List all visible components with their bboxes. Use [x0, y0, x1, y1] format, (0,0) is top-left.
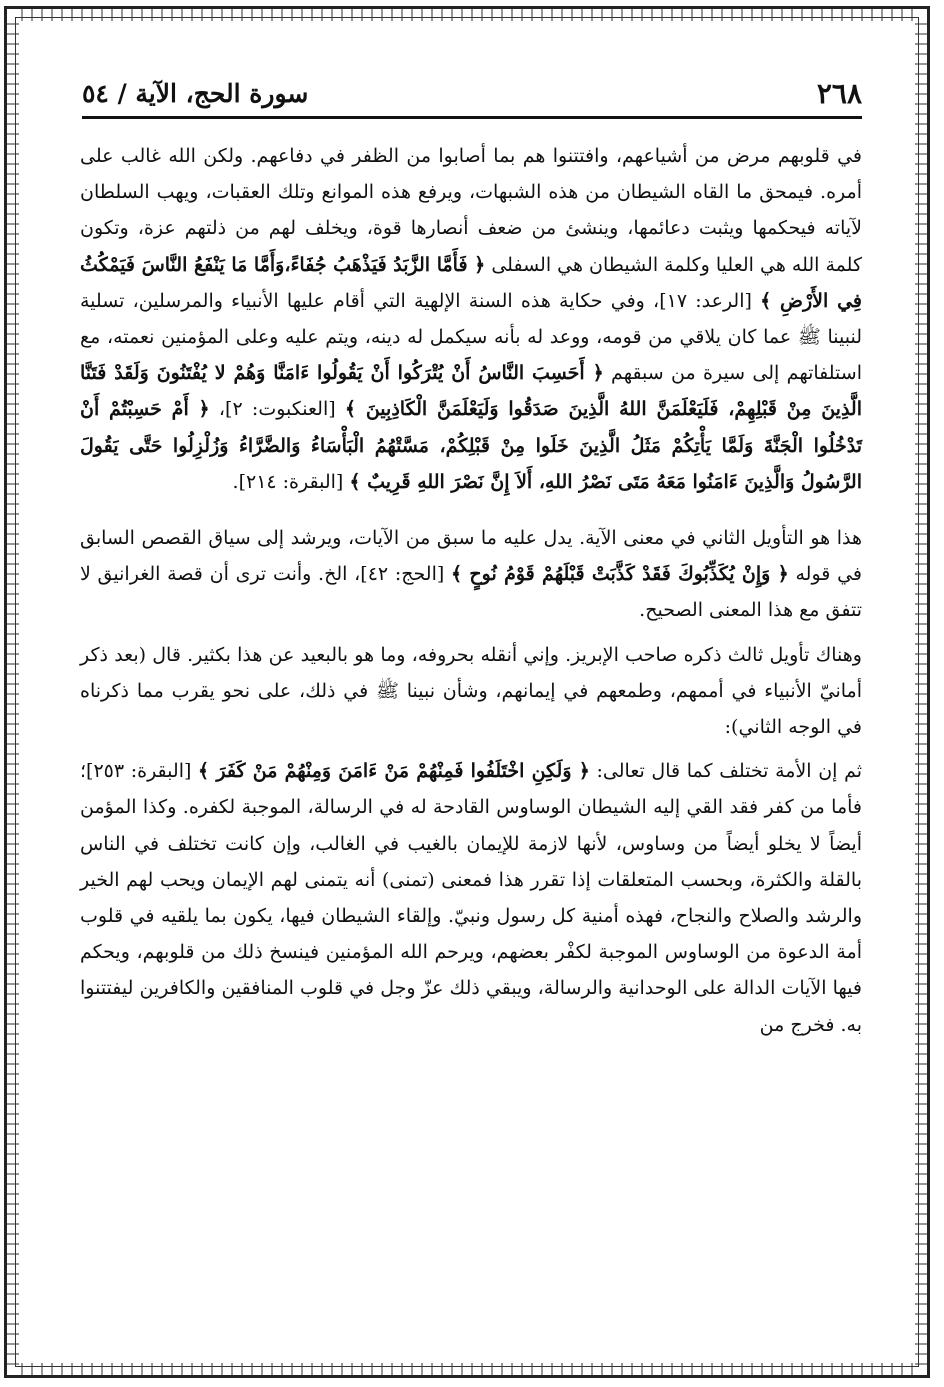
page-body	[80, 138, 862, 1043]
quran-verse: ﴿ فَأَمَّا الزَّبَدُ فَيَذْهَبُ جُفَاءً،وَأَمَّا مَا يَنْفَعُ النَّاسَ فَيَمْكُثُ فِي الأَرْضِ ﴾	[80, 253, 862, 312]
text-segment: وهناك تأويل ثالث ذكره صاحب الإبريز. وإني أنقله بحروفه، وما هو بالبعيد عن هذا بكثير. قال (بعد ذكر أمانيّ الأنبياء في أممهم، وطمعهم في إيمانهم، وشأن نبينا ﷺ في ذلك، على نحو يقرب مما ذكرناه في الوجه الثاني):	[80, 643, 862, 739]
page-number: ٢٦٨	[816, 77, 862, 110]
text-segment: ثم إن الأمة تختلف كما قال تعالى:	[589, 760, 862, 783]
running-title: سورة الحج، الآية / ٥٤	[82, 79, 309, 108]
quran-verse: ﴿ أَمْ حَسِبْتُمْ أَنْ تَدْخُلُوا الْجَنَّةَ وَلَمَّا يَأْتِكُمْ مَثَلُ الَّذِينَ خَلَوا مِنْ قَبْلِكُمْ، مَسَّتْهُمُ الْبَأْسَاءُ وَالضَّرَّاءُ وَزُلْزِلُوا حَتَّى يَقُولَ الرَّسُولُ وَالَّذِينَ ءَامَنُوا مَعَهُ مَتَى نَصْرُ اللهِ، أَلاَ إِنَّ نَصْرَ اللهِ قَرِيبٌ ﴾	[80, 398, 862, 493]
paragraph-1	[80, 138, 862, 500]
paragraph-4	[80, 753, 862, 1043]
text-segment: [الحج: ٤٢]، الخ. وأنت ترى أن قصة الغرانيق لا تتفق مع هذا المعنى الصحيح.	[80, 563, 862, 622]
page-header	[82, 76, 862, 119]
text-segment: [البقرة: ٢٥٣]؛ فأما من كفر فقد القي إليه الشيطان الوساوس القادحة له في الرسالة، الموجبة لكفره. وكذا المؤمن أيضاً لا يخلو أيضاً من وساوس، لأنها لازمة للإيمان بالغيب في الغالب، وإن كانت تختلف في الناس بالقلة والكثرة، وبحسب المتعلقات إذا تقرر هذا فمعنى (تمنى) أنه يتمنى لهم الإيمان ويحب لهم الخير والرشد والصلاح والنجاح، فهذه أمنية كل رسول ونبيّ. وإلقاء الشيطان فيها، يكون بما يلقيه في قلوب أمة الدعوة من الوساوس الموجبة لكفْر بعضهم، ويرحم الله المؤمنين فينسخ ذلك من قلوبهم، ويحكم فيها الآيات الدالة على الوحدانية والرسالة، ويبقي ذلك عزّ وجل في قلوب المنافقين والكافرين ليفتتنوا به. فخرج من	[80, 760, 862, 1036]
quran-verse: ﴿ وَإِنْ يُكَذِّبُوكَ فَقَدْ كَذَّبَتْ قَبْلَهُمْ قَوْمُ نُوحٍ ﴾	[450, 563, 789, 586]
quran-verse: ﴿ وَلَكِنِ اخْتَلَفُوا فَمِنْهُمْ مَنْ ءَامَنَ وَمِنْهُمْ مَنْ كَفَرَ ﴾	[198, 760, 590, 783]
paragraph-2	[80, 520, 862, 629]
text-segment: هذا هو التأويل الثاني في معنى الآية. يدل عليه ما سبق من الآيات، ويرشد إلى سياق القصص السابق في قوله	[80, 527, 862, 586]
text-segment: [البقرة: ٢١٤].	[232, 470, 350, 493]
text-segment: في قلوبهم مرض من أشياعهم، وافتتنوا هم بما أصابوا من الظفر في دفاعهم. ولكن الله غالب على أمره. فيمحق ما القاه الشيطان من هذه الشبهات، ويرفع هذه الموانع وتلك العقبات، ويهب السلطان لآياته فيحكمها ويثبت دعائمها، وينشئ من ضعف أنصارها قوة، ويخلف لهم من ذلتهم عزة، وتكون كلمة الله هي العليا وكلمة الشيطان هي السفلى	[80, 145, 862, 276]
quran-verse: ﴿ أَحَسِبَ النَّاسُ أَنْ يُتْرَكُوا أَنْ يَقُولُوا ءَامَنَّا وَهُمْ لا يُفْتَنُونَ وَلَقَدْ فَتَنَّا الَّذِينَ مِنْ قَبْلِهِمْ، فَلَيَعْلَمَنَّ اللهُ الَّذِينَ صَدَقُوا وَلَيَعْلَمَنَّ الْكَاذِبِينَ ﴾	[80, 362, 862, 421]
text-segment: [العنكبوت: ٢]،	[209, 398, 345, 421]
paragraph-3	[80, 637, 862, 746]
text-segment: [الرعد: ١٧]، وفي حكاية هذه السنة الإلهية التي أقام عليها الأنبياء والمرسلين، تسلية لنبينا ﷺ عما كان يلاقي من قومه، ووعد له بأنه سيكمل له دينه، ويتم عليه وعلى المؤمنين نعمته، مع استلفاتهم إلى سيرة من سبقهم	[80, 289, 862, 385]
